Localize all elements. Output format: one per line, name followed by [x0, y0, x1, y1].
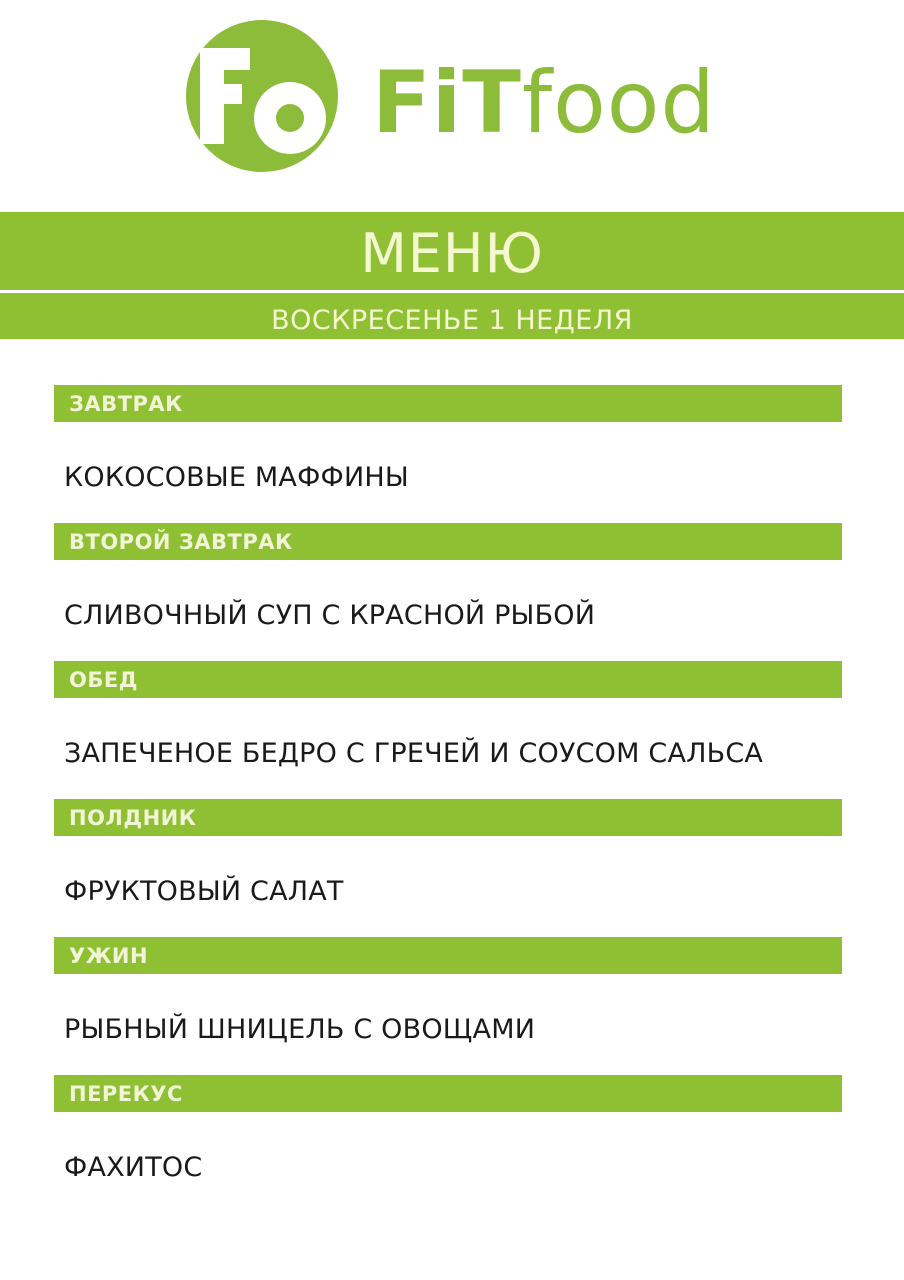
dish-name: ФРУКТОВЫЙ САЛАТ — [64, 876, 344, 907]
meal-label: ПЕРЕКУС — [69, 1082, 183, 1106]
meal-section-breakfast — [0, 385, 904, 523]
meal-section-snack-afternoon — [0, 799, 904, 937]
meal-bar — [54, 523, 842, 560]
meal-label: ВТОРОЙ ЗАВТРАК — [69, 530, 293, 554]
fitfood-logo — [182, 20, 716, 172]
meal-label: ОБЕД — [69, 668, 138, 692]
meal-section-dinner — [0, 937, 904, 1075]
meal-bar — [54, 661, 842, 698]
dish-name: КОКОСОВЫЕ МАФФИНЫ — [64, 462, 409, 493]
meal-section-lunch — [0, 661, 904, 799]
meal-label: ПОЛДНИК — [69, 806, 197, 830]
brand-name — [372, 48, 716, 158]
brand-name-regular: food — [521, 53, 716, 153]
meal-bar — [54, 937, 842, 974]
subtitle-band — [0, 293, 904, 339]
dish-name: ЗАПЕЧЕНОЕ БЕДРО С ГРЕЧЕЙ И СОУСОМ САЛЬСА — [64, 738, 764, 769]
page-title: МЕНЮ — [360, 222, 544, 285]
page-subtitle: ВОСКРЕСЕНЬЕ 1 НЕДЕЛЯ — [271, 305, 633, 336]
meal-bar — [54, 799, 842, 836]
meal-label: УЖИН — [69, 944, 149, 968]
meal-section-snack — [0, 1075, 904, 1213]
meal-label: ЗАВТРАК — [69, 392, 183, 416]
logo-mark-icon — [182, 20, 362, 172]
meal-bar — [54, 385, 842, 422]
brand-name-bold: FiT — [372, 53, 522, 153]
meal-section-second-breakfast — [0, 523, 904, 661]
dish-name: РЫБНЫЙ ШНИЦЕЛЬ С ОВОЩАМИ — [64, 1014, 536, 1045]
meal-list — [0, 385, 904, 1213]
title-band — [0, 212, 904, 290]
dish-name: СЛИВОЧНЫЙ СУП С КРАСНОЙ РЫБОЙ — [64, 600, 596, 631]
meal-bar — [54, 1075, 842, 1112]
dish-name: ФАХИТОС — [64, 1152, 203, 1183]
